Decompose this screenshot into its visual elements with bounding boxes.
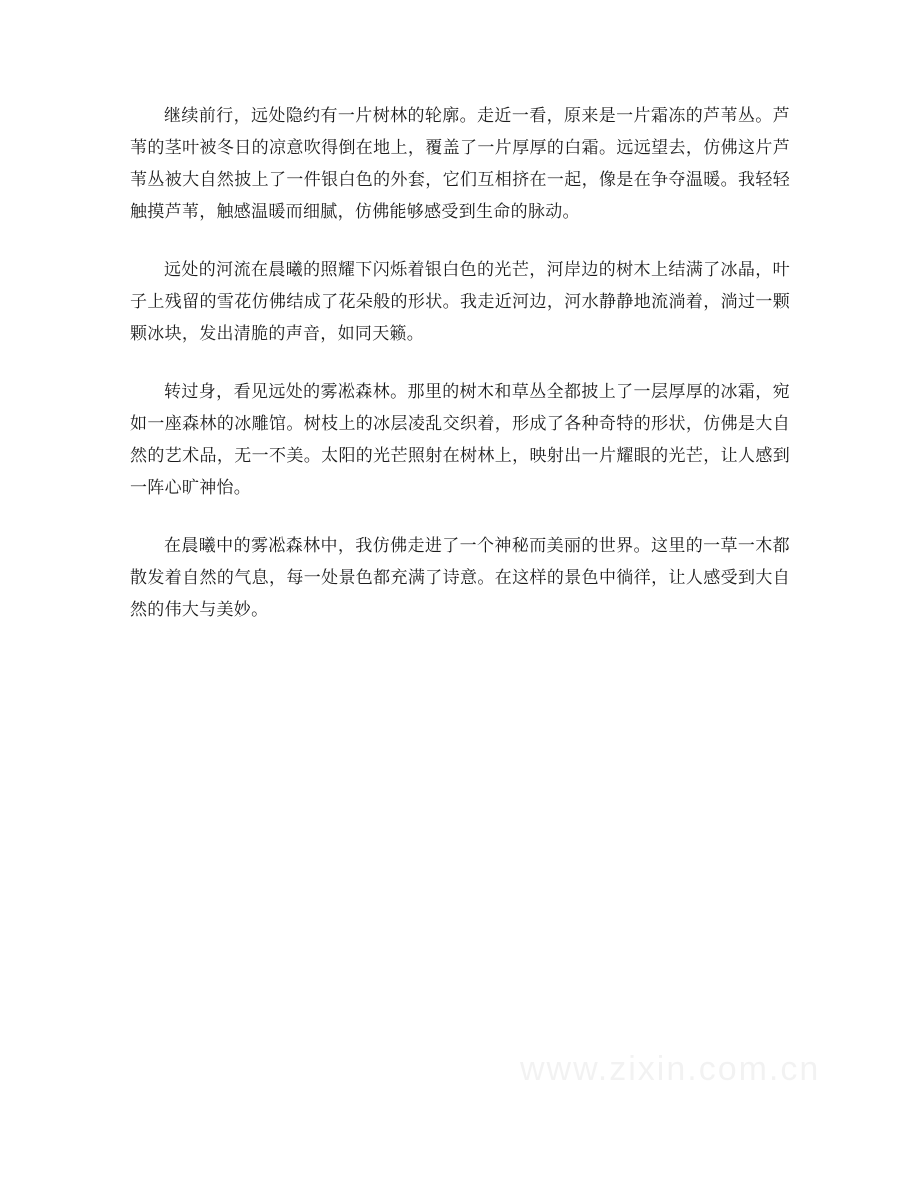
paragraph-2: 远处的河流在晨曦的照耀下闪烁着银白色的光芒，河岸边的树木上结满了冰晶，叶子上残留的雪花仿佛结成了花朵般的形状。我走近河边，河水静静地流淌着，淌过一颗颗冰块，发出清脆的声音，如同天籁。 bbox=[130, 260, 790, 344]
watermark: www.zixin.com.cn bbox=[520, 1050, 821, 1088]
document-body bbox=[130, 100, 790, 652]
paragraph-4: 在晨曦中的雾凇森林中，我仿佛走进了一个神秘而美丽的世界。这里的一草一木都散发着自然的气息，每一处景色都充满了诗意。在这样的景色中徜徉，让人感受到大自然的伟大与美妙。 bbox=[130, 536, 790, 620]
paragraph-1: 继续前行，远处隐约有一片树林的轮廓。走近一看，原来是一片霜冻的芦苇丛。芦苇的茎叶被冬日的凉意吹得倒在地上，覆盖了一片厚厚的白霜。远远望去，仿佛这片芦苇丛被大自然披上了一件银白色的外套，它们互相挤在一起，像是在争夺温暖。我轻轻触摸芦苇，触感温暖而细腻，仿佛能够感受到生命的脉动。 bbox=[130, 106, 790, 222]
paragraph-3: 转过身，看见远处的雾凇森林。那里的树木和草丛全都披上了一层厚厚的冰霜，宛如一座森林的冰雕馆。树枝上的冰层凌乱交织着，形成了各种奇特的形状，仿佛是大自然的艺术品，无一不美。太阳的光芒照射在树林上，映射出一片耀眼的光芒，让人感到一阵心旷神怡。 bbox=[130, 382, 790, 498]
